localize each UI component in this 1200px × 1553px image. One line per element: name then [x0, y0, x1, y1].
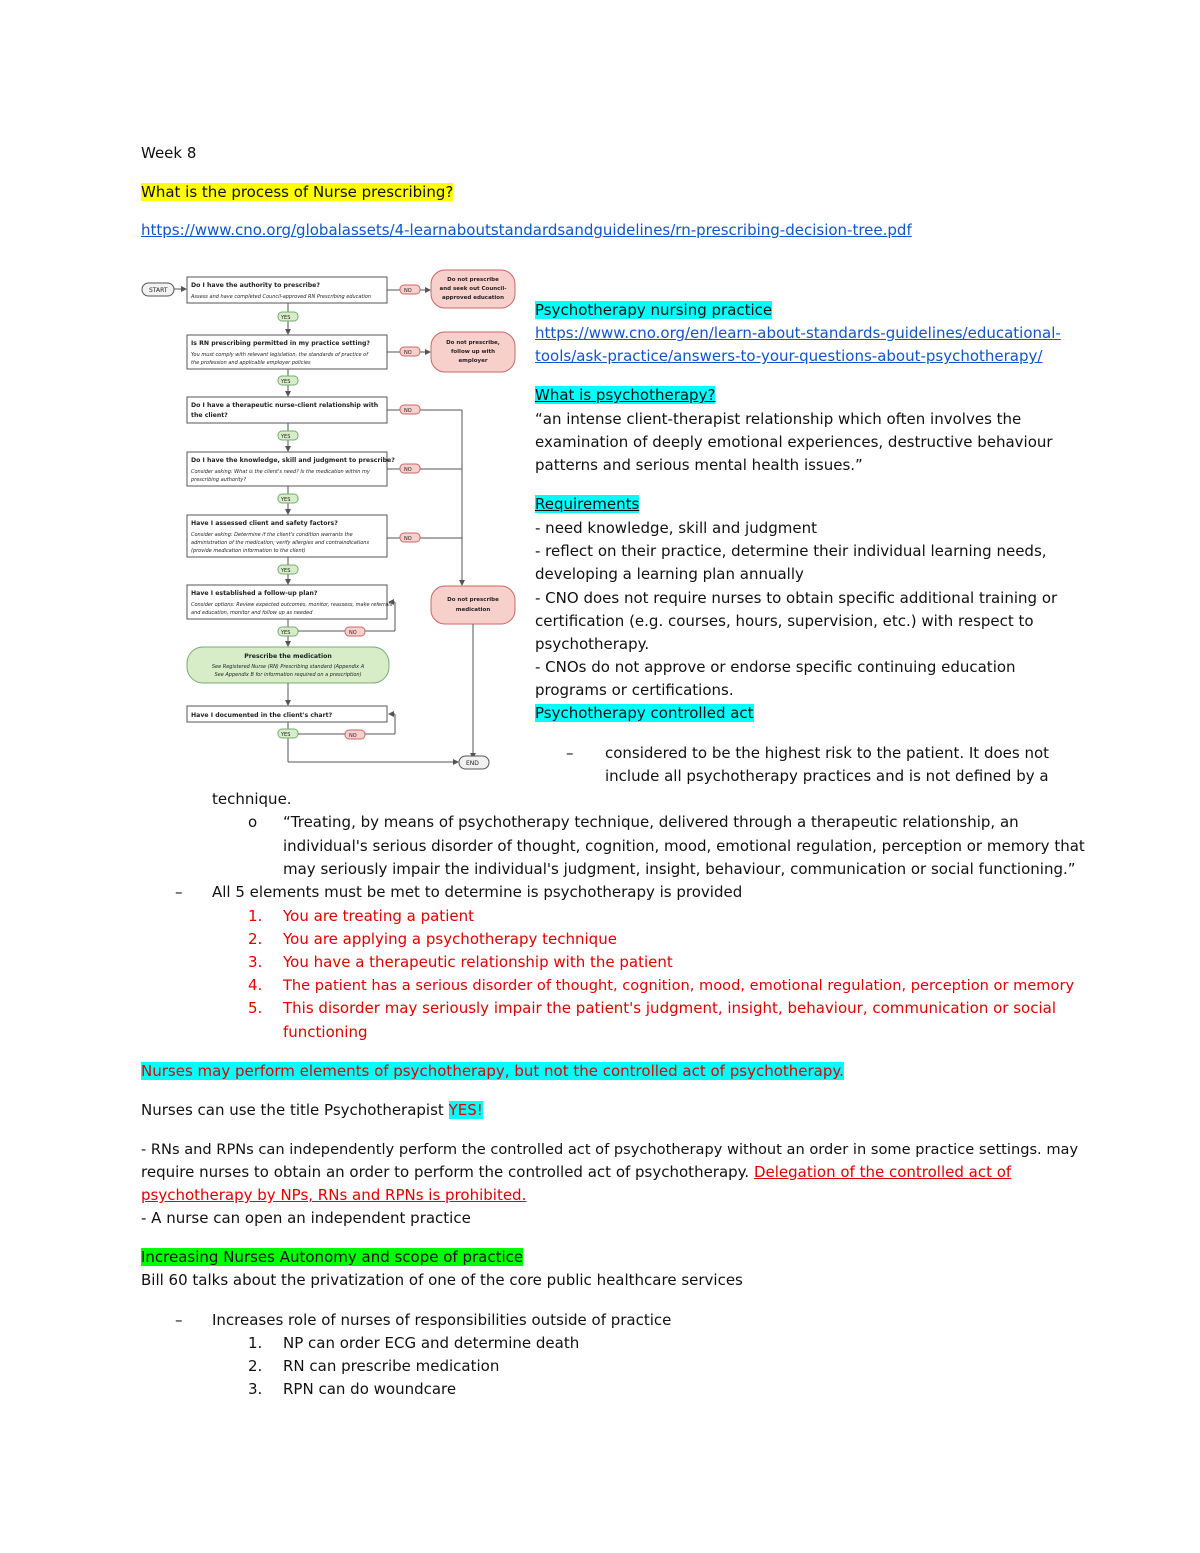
- nurses-may-text: Nurses may perform elements of psychotherapy, but not the controlled act of psychotherapy.: [141, 1062, 844, 1080]
- decision-knowledge-sub2: prescribing authority?: [191, 477, 247, 483]
- element-num-1: 1.: [248, 907, 263, 925]
- stop1-line2: and seek out Council-: [439, 286, 507, 292]
- psychotherapy-link-part2[interactable]: tools/ask-practice/answers-to-your-questions-about-psychotherapy/: [535, 347, 1043, 365]
- no-label-6: NO: [349, 630, 357, 636]
- autonomy-title: Increasing Nurses Autonomy and scope of practice: [141, 1248, 524, 1266]
- page-heading: Week 8: [141, 144, 197, 162]
- bill60-line: Bill 60 talks about the privatization of one of the core public healthcare services: [141, 1271, 743, 1289]
- title-use-text: Nurses can use the title Psychotherapist: [141, 1101, 449, 1119]
- req-line-2: - reflect on their practice, determine their individual learning needs,: [535, 542, 1047, 560]
- yes-label-2: YES: [281, 379, 291, 385]
- decision-relationship-label1: Do I have a therapeutic nurse-client relationship with: [191, 402, 379, 409]
- role-num-2: 2.: [248, 1357, 263, 1375]
- rn-line-2: [141, 1161, 1011, 1184]
- psy-url-line1: [535, 322, 1061, 345]
- increases-text: Increases role of nurses of responsibilities outside of practice: [212, 1311, 672, 1329]
- ca-line-1: considered to be the highest risk to the patient. It does not: [605, 744, 1050, 762]
- no-label-4: NO: [404, 467, 412, 473]
- role-text-1: NP can order ECG and determine death: [283, 1334, 580, 1352]
- element-text-3: You have a therapeutic relationship with the patient: [283, 953, 673, 971]
- prescribing-question: [141, 181, 453, 204]
- decision-assessment-label: Have I assessed client and safety factors?: [191, 520, 338, 527]
- decision-documentation-label: Have I documented in the client's chart?: [191, 712, 333, 719]
- no-label-3: NO: [404, 408, 412, 414]
- ca-line-3: technique.: [212, 790, 292, 808]
- element-num-5: 5.: [248, 999, 263, 1017]
- prescribe-sub2: See Appendix B for information required on a prescription): [214, 672, 362, 678]
- no-label-5: NO: [404, 536, 412, 542]
- psy-quote-1: “an intense client-therapist relationship which often involves the: [535, 410, 1022, 428]
- req-line-3: developing a learning plan annually: [535, 565, 804, 583]
- prescribing-decision-tree-link[interactable]: https://www.cno.org/globalassets/4-learnaboutstandardsandguidelines/rn-prescribing-decision-tree.pdf: [141, 221, 912, 239]
- start-label: START: [149, 287, 168, 294]
- definition-line-2: individual's serious disorder of thought, cognition, mood, emotional regulation, perception or memory that: [283, 837, 1085, 855]
- controlled-act-title: Psychotherapy controlled act: [535, 704, 754, 722]
- all5-dash: –: [175, 883, 183, 901]
- req-line-5: certification (e.g. courses, hours, supervision, etc.) with respect to: [535, 612, 1034, 630]
- element-num-3: 3.: [248, 953, 263, 971]
- psy-quote-2: examination of deeply emotional experiences, destructive behaviour: [535, 433, 1053, 451]
- no-label-1: NO: [404, 288, 412, 294]
- no-label-7: NO: [349, 733, 357, 739]
- yes-label-5: YES: [281, 568, 291, 574]
- role-text-3: RPN can do woundcare: [283, 1380, 457, 1398]
- element-text-5: This disorder may seriously impair the patient's judgment, insight, behaviour, communication or social: [283, 999, 1057, 1017]
- decision-assessment-sub1: Consider asking: Determine if the client's condition warrants the: [191, 532, 353, 538]
- decision-assessment-sub2: administration of the medication; verify allergies and contraindications: [191, 540, 370, 546]
- stop2-line1: Do not prescribe,: [446, 340, 500, 346]
- stop1-line1: Do not prescribe: [447, 277, 499, 283]
- decision-relationship-label2: the client?: [191, 412, 228, 419]
- increases-dash: –: [175, 1311, 183, 1329]
- prescribe-sub1: See Registered Nurse (RN) Prescribing standard (Appendix A: [211, 664, 365, 670]
- element-text-4: The patient has a serious disorder of thought, cognition, mood, emotional regulation, perception or memory: [283, 977, 1075, 994]
- ca-dash: –: [566, 744, 574, 762]
- req-line-1: - need knowledge, skill and judgment: [535, 519, 817, 537]
- prescribe-label: Prescribe the medication: [244, 653, 332, 660]
- psy-title: Psychotherapy nursing practice: [535, 301, 773, 319]
- stop2-line3: employer: [458, 358, 488, 364]
- prescribing-question-text: What is the process of Nurse prescribing?: [141, 183, 454, 201]
- stop2-line2: follow up with: [451, 349, 495, 355]
- yes-label-3: YES: [281, 434, 291, 440]
- psy-quote-3: patterns and serious mental health issues.”: [535, 456, 863, 474]
- element-text-2: You are applying a psychotherapy technique: [283, 930, 617, 948]
- element-num-4: 4.: [248, 976, 263, 994]
- rn-line-2-text: require nurses to obtain an order to perform the controlled act of psychotherapy.: [141, 1163, 754, 1181]
- role-num-1: 1.: [248, 1334, 263, 1352]
- decision-follow-up-label: Have I established a follow-up plan?: [191, 590, 318, 597]
- definition-bullet: o: [248, 813, 258, 831]
- definition-line-1: “Treating, by means of psychotherapy technique, delivered through a therapeutic relationship, an: [283, 813, 1019, 831]
- nurses-may-line: [141, 1060, 844, 1083]
- psychotherapy-link-part1[interactable]: https://www.cno.org/en/learn-about-standards-guidelines/educational-: [535, 324, 1061, 342]
- decision-follow-up-sub1: Consider options: Review expected outcomes, monitor, reassess, make referrals: [191, 602, 393, 608]
- req-line-7: - CNOs do not approve or endorse specific continuing education: [535, 658, 1016, 676]
- element-text-5-cont: functioning: [283, 1023, 368, 1041]
- open-practice-line: - A nurse can open an independent practice: [141, 1209, 471, 1227]
- req-line-4: - CNO does not require nurses to obtain specific additional training or: [535, 589, 1058, 607]
- role-text-2: RN can prescribe medication: [283, 1357, 500, 1375]
- role-num-3: 3.: [248, 1380, 263, 1398]
- requirements-title: Requirements: [535, 495, 640, 513]
- definition-line-3: may seriously impair the individual's judgment, insight, behaviour, communication or social functioning.”: [283, 860, 1076, 878]
- delegation-prohibited-2: psychotherapy by NPs, RNs and RPNs is prohibited.: [141, 1186, 527, 1204]
- decision-knowledge-sub1: Consider asking: What is the client's need? Is the medication within my: [191, 469, 370, 475]
- decision-setting-label: Is RN prescribing permitted in my practice setting?: [191, 340, 370, 347]
- title-use-line: [141, 1099, 483, 1122]
- yes-label-1: YES: [281, 315, 291, 321]
- decision-setting-sub2: the profession and applicable employer policies: [191, 360, 311, 366]
- decision-assessment-sub3: (provide medication information to the client): [191, 548, 306, 554]
- prescribing-decision-tree-flowchart: [140, 268, 522, 778]
- no-label-2: NO: [404, 350, 412, 356]
- element-num-2: 2.: [248, 930, 263, 948]
- all5-text: All 5 elements must be met to determine is psychotherapy is provided: [212, 883, 743, 901]
- controlled-act-title-line: [535, 702, 754, 725]
- req-line-8: programs or certifications.: [535, 681, 734, 699]
- stop3-line2: medication: [455, 607, 491, 613]
- yes-label-7: YES: [281, 732, 291, 738]
- decision-follow-up-sub2: and education, monitor and follow up as needed: [191, 610, 313, 616]
- decision-relationship: [187, 397, 387, 423]
- decision-authority-sub: Assess and have completed Council-approved RN Prescribing education: [191, 294, 372, 300]
- element-text-1: You are treating a patient: [283, 907, 474, 925]
- decision-knowledge-label: Do I have the knowledge, skill and judgment to prescribe?: [191, 457, 395, 464]
- what-psy-title: What is psychotherapy?: [535, 386, 716, 404]
- yes-label-4: YES: [281, 497, 291, 503]
- decision-authority-label: Do I have the authority to prescribe?: [191, 282, 320, 289]
- autonomy-title-line: [141, 1246, 523, 1269]
- stop1-line3: approved education: [441, 295, 505, 301]
- psy-url-line2: [535, 345, 1042, 368]
- stop-do-not-prescribe: [431, 586, 515, 624]
- decision-setting-sub1: You must comply with relevant legislation, the standards of practice of: [191, 352, 368, 358]
- stop3-line1: Do not prescribe: [447, 597, 499, 603]
- requirements-title-line: [535, 493, 639, 516]
- title-use-yes: YES!: [448, 1101, 483, 1119]
- yes-label-6: YES: [281, 630, 291, 636]
- what-psy-title-line: [535, 384, 715, 407]
- ca-line-2: include all psychotherapy practices and is not defined by a: [605, 767, 1049, 785]
- prescribing-link-line: [141, 219, 912, 242]
- end-label: END: [466, 760, 479, 767]
- req-line-6: psychotherapy.: [535, 635, 650, 653]
- psy-title-line: [535, 299, 772, 322]
- delegation-prohibited-1: Delegation of the controlled act of: [753, 1163, 1012, 1181]
- rn-line-1: - RNs and RPNs can independently perform the controlled act of psychotherapy without an order in some practice settings. may: [141, 1141, 1079, 1158]
